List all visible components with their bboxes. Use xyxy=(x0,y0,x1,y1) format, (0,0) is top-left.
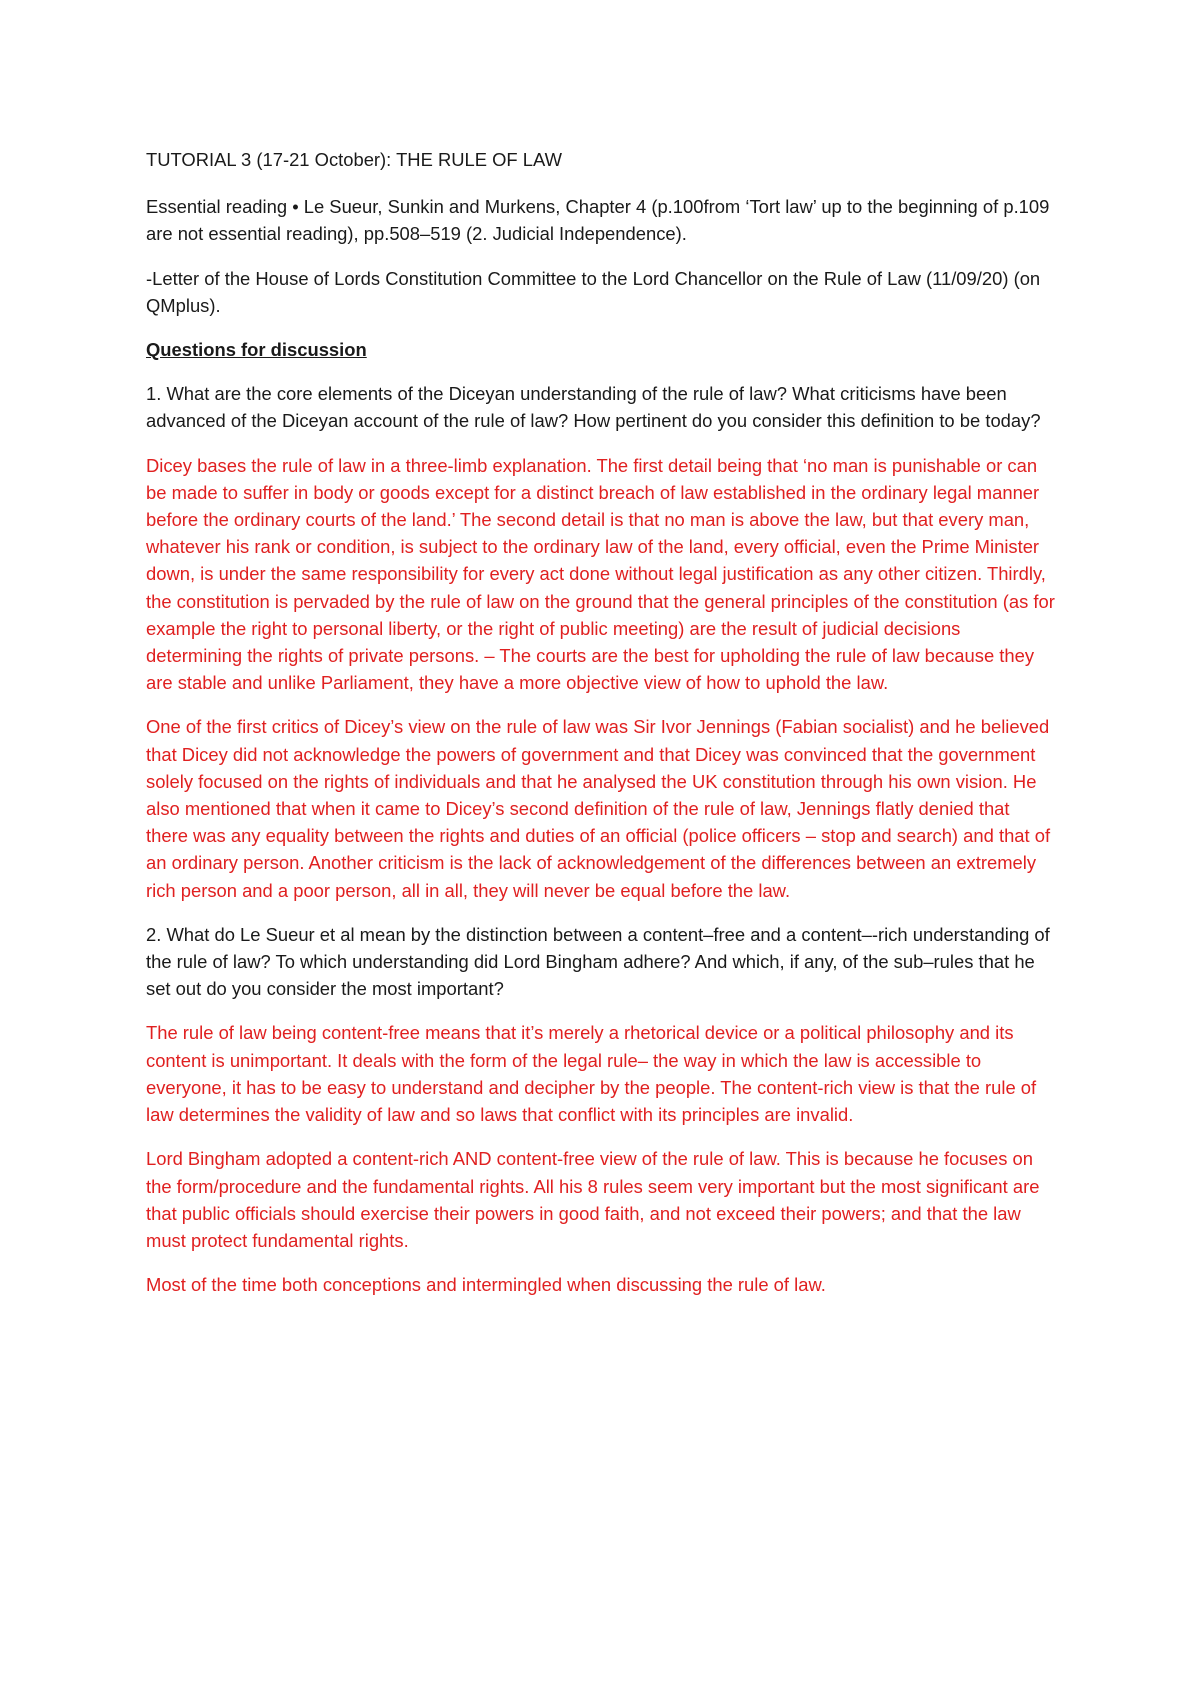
questions-heading xyxy=(146,336,1056,363)
answer-1-paragraph-2: One of the first critics of Dicey’s view on the rule of law was Sir Ivor Jennings (Fabian socialist) and he believed that Dicey did not acknowledge the powers of government and that Dicey was convinced that the government solely focused on the rights of individuals and that he analysed the UK constitution through his own vision. He also mentioned that when it came to Dicey’s second definition of the rule of law, Jennings flatly denied that there was any equality between the rights and duties of an official (police officers – stop and search) and that of an ordinary person. Another criticism is the lack of acknowledgement of the differences between an extremely rich person and a poor person, all in all, they will never be equal before the law. xyxy=(146,716,1051,901)
answer-2-paragraph-1: The rule of law being content-free means that it’s merely a rhetorical device or a political philosophy and its content is unimportant. It deals with the form of the legal rule– the way in which the law is accessible to everyone, it has to be easy to understand and decipher by the people. The content-rich view is that the rule of law determines the validity of law and so laws that conflict with its principles are invalid. xyxy=(146,1022,1037,1126)
answer-2-paragraph-2: Lord Bingham adopted a content-rich AND content-free view of the rule of law. This is because he focuses on the form/procedure and the fundamental rights. All his 8 rules seem very important but the most significant are that public officials should exercise their powers in good faith, and not exceed their powers; and that the law must protect fundamental rights. xyxy=(146,1148,1040,1251)
essential-reading: Essential reading • Le Sueur, Sunkin and Murkens, Chapter 4 (p.100from ‘Tort law’ up to the beginning of p.109 are not essential reading), pp.508–519 (2. Judicial Independence). xyxy=(146,196,1050,245)
question-2: 2. What do Le Sueur et al mean by the distinction between a content–free and a content–-rich understanding of the rule of law? To which understanding did Lord Bingham adhere? And which, if any, of the sub–rules that he set out do you consider the most important? xyxy=(146,923,1050,1000)
tutorial-title: TUTORIAL 3 (17-21 October): THE RULE OF LAW xyxy=(146,149,562,170)
answer-2-paragraph-3: Most of the time both conceptions and intermingled when discussing the rule of law. xyxy=(146,1274,826,1296)
document-body xyxy=(146,146,1056,1315)
letter-reference: -Letter of the House of Lords Constitution Committee to the Lord Chancellor on the Rule of Law (11/09/20) (on QMplus). xyxy=(146,267,1041,316)
questions-heading-text: Questions for discussion xyxy=(146,339,367,361)
question-1: 1. What are the core elements of the Diceyan understanding of the rule of law? What criticisms have been advanced of the Diceyan account of the rule of law? How pertinent do you consider this definition to be today? xyxy=(146,383,1041,432)
answer-1-paragraph-1: Dicey bases the rule of law in a three-limb explanation. The first detail being that ‘no man is punishable or can be made to suffer in body or goods except for a distinct breach of law established in the ordinary legal manner before the ordinary courts of the land.’ The second detail is that no man is above the law, but that every man, whatever his rank or condition, is subject to the ordinary law of the land, every official, even the Prime Minister down, is under the same responsibility for every act done without legal justification as any other citizen. Thirdly, the constitution is pervaded by the rule of law on the ground that the general principles of the constitution (as for example the right to personal liberty, or the right of public meeting) are the result of judicial decisions determining the rights of private persons. – The courts are the best for upholding the rule of law because they are stable and unlike Parliament, they have a more objective view of how to uphold the law. xyxy=(146,454,1055,694)
